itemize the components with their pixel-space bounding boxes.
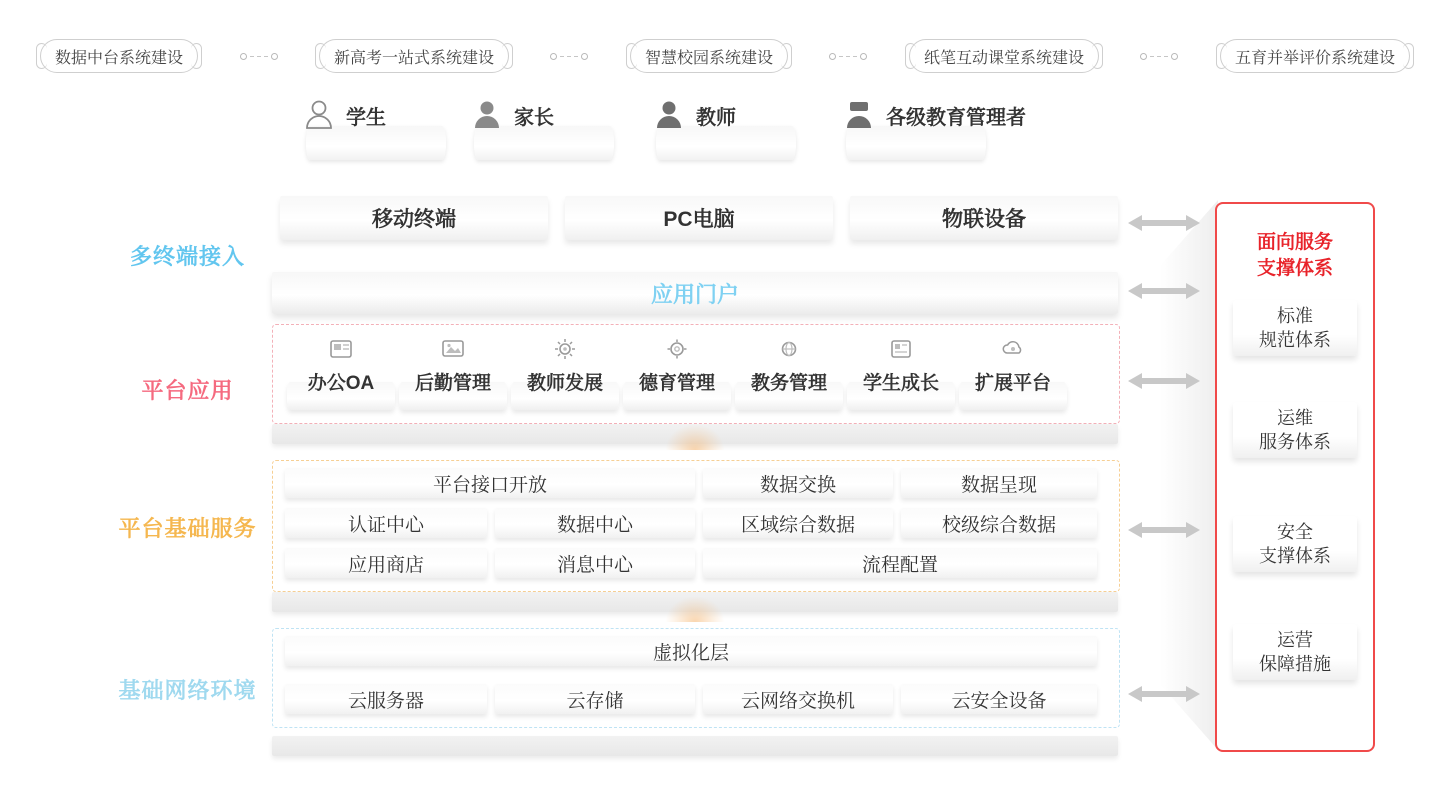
bidirectional-arrow-icon [1128, 212, 1200, 234]
top-pill-label: 新高考一站式系统建设 [333, 49, 494, 67]
network-cloud-switch[interactable]: 云网络交换机 [703, 684, 893, 714]
pill-connector [823, 53, 873, 60]
app-student-growth[interactable] [845, 334, 957, 395]
service-school-data[interactable]: 校级综合数据 [901, 508, 1097, 538]
role-teacher [650, 96, 736, 134]
network-cloud-storage[interactable]: 云存储 [495, 684, 695, 714]
parent-avatar-icon [468, 96, 506, 134]
terminal-pc[interactable]: PC电脑 [565, 196, 833, 240]
pill-connector [1134, 53, 1184, 60]
student-avatar-icon [300, 96, 338, 134]
panel-item-operation-guarantee[interactable] [1233, 624, 1357, 680]
panel-item-line2: 服务体系 [1259, 432, 1331, 452]
app-extension-platform[interactable] [957, 334, 1069, 395]
layer-label-base-service: 平台基础服务 [118, 516, 257, 541]
role-label: 教师 [696, 106, 736, 129]
role-student [300, 96, 386, 134]
moral-education-icon [621, 334, 733, 364]
office-oa-icon [285, 334, 397, 364]
top-pill-0[interactable] [40, 39, 198, 73]
top-pill-1[interactable] [319, 39, 509, 73]
terminal-mobile[interactable]: 移动终端 [280, 196, 548, 240]
app-label: 学生成长 [862, 373, 939, 394]
extension-platform-icon [957, 334, 1069, 364]
academic-affairs-icon [733, 334, 845, 364]
layer-connector-funnel [665, 596, 725, 622]
app-academic-affairs[interactable] [733, 334, 845, 395]
top-systems-row [40, 38, 1410, 74]
panel-item-security[interactable] [1233, 516, 1357, 572]
panel-item-line1: 标准 [1277, 305, 1313, 326]
application-layer [275, 328, 1117, 420]
app-label: 后勤管理 [414, 373, 491, 394]
app-teacher-growth[interactable] [509, 334, 621, 395]
terminal-layer [280, 196, 1118, 252]
terminal-iot[interactable]: 物联设备 [850, 196, 1118, 240]
service-data-center[interactable]: 数据中心 [495, 508, 695, 538]
app-label: 教师发展 [526, 373, 603, 394]
service-app-store[interactable]: 应用商店 [285, 548, 487, 578]
panel-item-line2: 保障措施 [1259, 654, 1331, 674]
role-label: 各级教育管理者 [886, 106, 1026, 129]
top-pill-2[interactable] [630, 39, 788, 73]
bidirectional-arrow-icon [1128, 370, 1200, 392]
role-parent [468, 96, 554, 134]
service-data-exchange[interactable]: 数据交换 [703, 468, 893, 498]
user-roles-row [280, 96, 1120, 162]
app-label: 办公OA [307, 373, 375, 394]
panel-item-line2: 规范体系 [1259, 330, 1331, 350]
app-office-oa[interactable] [285, 334, 397, 395]
network-layer [275, 632, 1117, 724]
panel-item-line1: 安全 [1277, 521, 1313, 542]
service-regional-data[interactable]: 区域综合数据 [703, 508, 893, 538]
teacher-growth-icon [509, 334, 621, 364]
panel-item-line2: 支撑体系 [1259, 546, 1331, 566]
service-support-panel [1215, 202, 1375, 752]
panel-item-line1: 运维 [1277, 407, 1313, 428]
panel-item-operations[interactable] [1233, 402, 1357, 458]
pill-connector [544, 53, 594, 60]
app-logistics[interactable] [397, 334, 509, 395]
panel-item-standard[interactable] [1233, 300, 1357, 356]
network-virtualization-layer[interactable]: 虚拟化层 [285, 636, 1097, 666]
administrator-avatar-icon [840, 96, 878, 134]
top-pill-label: 五育并举评价系统建设 [1234, 49, 1395, 67]
top-pill-label: 纸笔互动课堂系统建设 [923, 49, 1084, 67]
app-label: 教务管理 [750, 373, 827, 394]
panel-title-line1: 面向服务 [1256, 232, 1333, 253]
top-pill-label: 数据中台系统建设 [55, 49, 184, 67]
service-process-config[interactable]: 流程配置 [703, 548, 1097, 578]
layer-label-network: 基础网络环境 [118, 678, 257, 703]
top-pill-3[interactable] [909, 39, 1099, 73]
base-service-layer [275, 464, 1117, 586]
network-layer-base [272, 736, 1118, 756]
network-cloud-security[interactable]: 云安全设备 [901, 684, 1097, 714]
panel-item-line1: 运营 [1277, 629, 1313, 650]
pill-connector [234, 53, 284, 60]
service-auth-center[interactable]: 认证中心 [285, 508, 487, 538]
panel-title-line2: 支撑体系 [1256, 257, 1333, 279]
layer-label-terminal: 多终端接入 [129, 244, 245, 269]
service-message-center[interactable]: 消息中心 [495, 548, 695, 578]
top-pill-4[interactable] [1220, 39, 1410, 73]
app-moral-education[interactable] [621, 334, 733, 395]
bidirectional-arrow-icon [1128, 280, 1200, 302]
role-label: 学生 [346, 106, 386, 129]
app-label: 德育管理 [638, 373, 715, 394]
teacher-avatar-icon [650, 96, 688, 134]
service-data-presentation[interactable]: 数据呈现 [901, 468, 1097, 498]
app-label: 扩展平台 [974, 373, 1051, 394]
layer-connector-funnel [665, 424, 725, 450]
network-cloud-server[interactable]: 云服务器 [285, 684, 487, 714]
role-administrator [840, 96, 1026, 134]
bidirectional-arrow-icon [1128, 519, 1200, 541]
logistics-icon [397, 334, 509, 364]
student-growth-icon [845, 334, 957, 364]
top-pill-label: 智慧校园系统建设 [644, 49, 773, 67]
bidirectional-arrow-icon [1128, 683, 1200, 705]
layer-label-application: 平台应用 [141, 378, 234, 403]
role-label: 家长 [514, 106, 554, 129]
panel-title [1217, 230, 1373, 281]
application-portal-band[interactable]: 应用门户 [272, 272, 1118, 314]
service-platform-api[interactable]: 平台接口开放 [285, 468, 695, 498]
